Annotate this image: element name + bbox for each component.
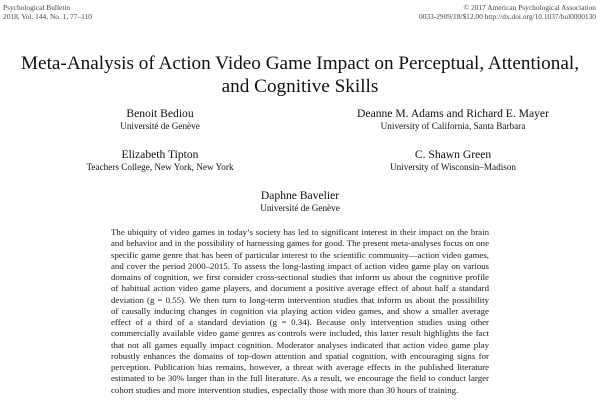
- title-line-2: and Cognitive Skills: [221, 76, 379, 97]
- abstract: [111, 227, 489, 396]
- author-affiliation: University of Wisconsin–Madison: [389, 162, 517, 172]
- journal-header: [3, 3, 92, 21]
- abstract-line: that not all games equally impact cognition. Moderator analyses indicated that action video game play: [111, 339, 489, 350]
- abstract-line: specific game genre that has been of particular interest to the scientific community—action video games,: [111, 249, 489, 260]
- abstract-line: commercially available video game genres as controls were included, this latter result highlights the fact: [111, 328, 489, 339]
- article-title: [20, 52, 580, 98]
- abstract-line: cohort studies and more intervention studies, especially those with more than 30 hours of training.: [111, 384, 459, 395]
- journal-name: Psychological Bulletin: [3, 3, 71, 12]
- copyright-notice: © 2017 American Psychological Association: [463, 3, 596, 12]
- abstract-line: domains of cognition, we first consider cross-sectional studies that inform us about the cognitive profile: [111, 272, 489, 282]
- author-affiliation: Teachers College, New York, New York: [86, 162, 234, 172]
- author-affiliation: Université de Genève: [260, 203, 340, 213]
- abstract-line: robustly enhances the domains of top-down attention and spatial cognition, with encouraging signs for: [111, 350, 489, 361]
- copyright-header: [419, 3, 596, 21]
- abstract-line: of habitual action video game players, and document a positive average effect of about half a standard: [111, 283, 489, 294]
- abstract-line: and behavior and in the possibility of harnessing games for good. The present meta-analyses focus on one: [111, 238, 489, 249]
- abstract-line: perception. Publication bias remains, however, a threat with average effects in the published literature: [111, 362, 489, 372]
- abstract-line: effect of a third of a standard deviation (g = 0.34). Because only intervention studies using other: [111, 317, 489, 327]
- author-name: Elizabeth Tipton: [121, 148, 199, 161]
- abstract-line: and cover the period 2000–2015. To assess the long-lasting impact of action video game play on various: [111, 260, 489, 271]
- author-affiliation: University of California, Santa Barbara: [380, 121, 526, 131]
- abstract-line: estimated to be 30% larger than in the full literature. As a result, we encourage the field to conduct larger: [111, 373, 489, 384]
- author-name: C. Shawn Green: [414, 148, 492, 161]
- doi-line: 0033-2909/18/$12.00 http://dx.doi.org/10.1037/bul0000130: [418, 12, 596, 21]
- abstract-line: The ubiquity of video games in today’s society has led to significant interest in their impact on the brain: [111, 227, 489, 237]
- abstract-line: deviation (g = 0.55). We then turn to long-term intervention studies that inform us about the possibility: [111, 294, 489, 305]
- journal-issue: 2018, Vol. 144, No. 1, 77–110: [3, 12, 92, 21]
- abstract-line: of causally inducing changes in cognition via playing action video games, and show a smaller average: [111, 305, 489, 316]
- title-line-1: Meta-Analysis of Action Video Game Impact on Perceptual, Attentional,: [21, 53, 579, 74]
- author-name: Daphne Bavelier: [260, 189, 340, 202]
- author-affiliation: Université de Genève: [120, 121, 200, 131]
- author-name: Benoit Bediou: [126, 107, 194, 120]
- author-name: Deanne M. Adams and Richard E. Mayer: [357, 107, 549, 120]
